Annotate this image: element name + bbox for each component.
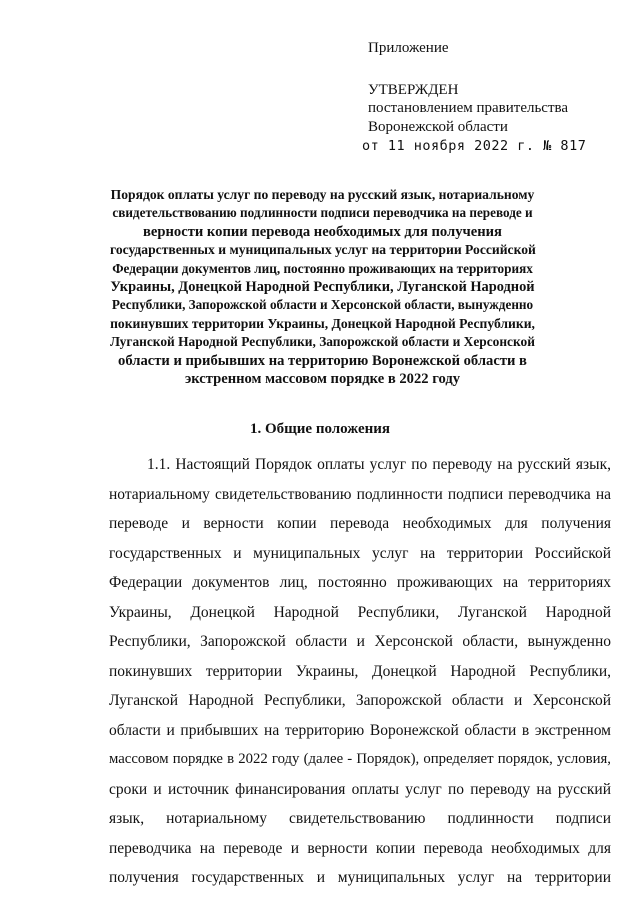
paragraph-line: Луганской Народной Республики, Запорожской области и Херсонской: [109, 692, 611, 709]
title-line: Луганской Народной Республики, Запорожской области и Херсонской: [110, 334, 535, 350]
title-line: Федерации документов лиц, постоянно проживающих на территориях: [112, 260, 533, 276]
approved-label: УТВЕРЖДЕН: [368, 82, 459, 98]
paragraph-line: сроки и источник финансирования оплаты услуг по переводу на русский: [109, 780, 611, 798]
title-line: области и прибывших на территорию Воронежской области в: [118, 352, 527, 369]
paragraph-line: переводчика на переводе и верности копии перевода необходимых для: [109, 839, 611, 857]
approved-by: постановлением правительства: [368, 100, 569, 116]
title-line: государственных и муниципальных услуг на территории Российской: [110, 242, 536, 258]
paragraph-line: переводе и верности копии перевода необходимых для получения: [109, 515, 611, 532]
paragraph-line: 1.1. Настоящий Порядок оплаты услуг по переводу на русский язык,: [147, 456, 611, 473]
title-line: покинувших территории Украины, Донецкой Народной Республики,: [110, 315, 535, 331]
appendix-label: Приложение: [368, 40, 449, 56]
title-line: свидетельствованию подлинности подписи переводчика на переводе и: [112, 205, 533, 221]
paragraph-line: Украины, Донецкой Народной Республики, Луганской Народной: [109, 603, 611, 621]
approved-region: Воронежской области: [368, 119, 508, 135]
title-line: Порядок оплаты услуг по переводу на русский язык, нотариальному: [110, 187, 535, 202]
paragraph-line: Республики, Запорожской области и Херсонской области, вынужденно: [109, 633, 611, 650]
title-line: Украины, Донецкой Народной Республики, Луганской Народной: [110, 279, 535, 296]
approval-date-number: от 11 ноября 2022 г. № 817: [362, 138, 587, 154]
title-line: верности копии перевода необходимых для получения: [143, 223, 502, 240]
paragraph-line: области и прибывших на территорию Воронежской области в экстренном: [109, 721, 611, 739]
section-heading: 1. Общие положения: [249, 421, 391, 437]
paragraph-line: получения государственных и муниципальных услуг на территории: [109, 869, 611, 886]
paragraph-line: язык, нотариальному свидетельствованию подлинности подписи: [109, 810, 611, 827]
title-line: Республики, Запорожской области и Херсонской области, вынужденно: [111, 297, 534, 313]
paragraph-line: покинувших территории Украины, Донецкой Народной Республики,: [109, 662, 611, 680]
paragraph-line: массовом порядке в 2022 году (далее - Порядок), определяет порядок, условия,: [109, 751, 611, 767]
document-title: [110, 186, 535, 388]
title-line: экстренном массовом порядке в 2022 году: [184, 371, 461, 388]
paragraph-line: государственных и муниципальных услуг на территории Российской: [109, 544, 611, 562]
paragraph-line: нотариальному свидетельствованию подлинности подписи переводчика на: [109, 485, 611, 503]
paragraph-line: Федерации документов лиц, постоянно проживающих на территориях: [109, 574, 611, 591]
